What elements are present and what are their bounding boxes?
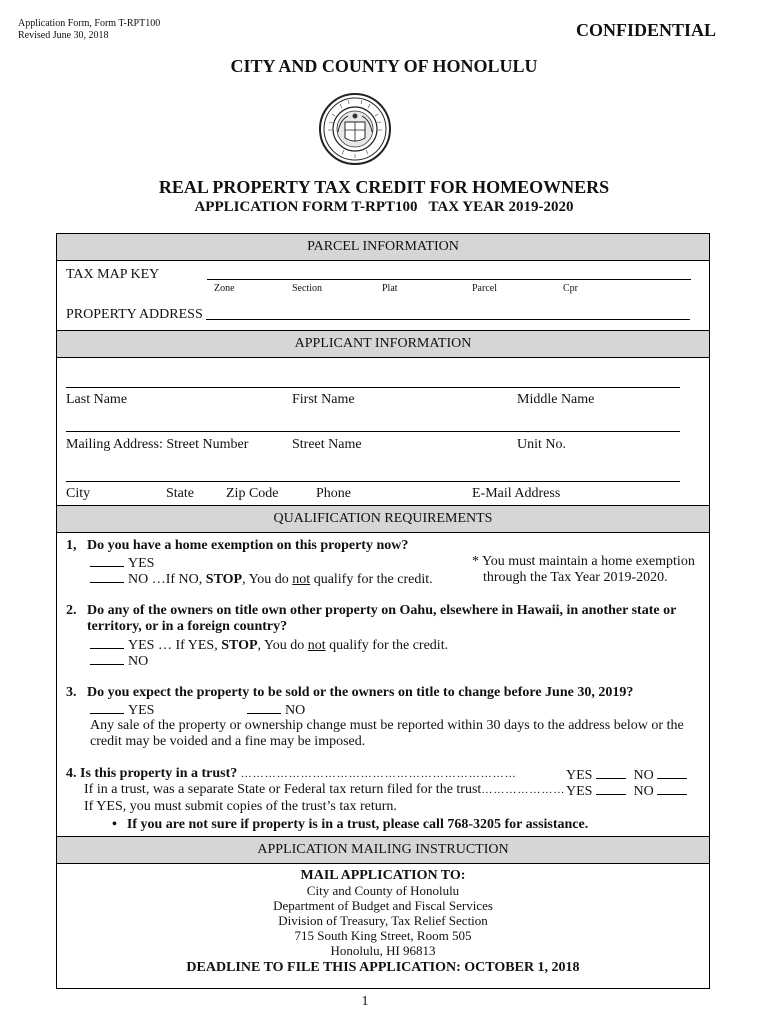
- mail-line-4: 715 South King Street, Room 505: [294, 928, 472, 943]
- q2-yes-note: … If YES,: [157, 638, 218, 653]
- q1-number: 1,: [66, 538, 77, 553]
- mailing-address-field[interactable]: [66, 431, 680, 432]
- q2-not: not: [307, 638, 326, 653]
- form-title: REAL PROPERTY TAX CREDIT FOR HOMEOWNERS: [158, 177, 610, 197]
- q3-note-line2: credit may be voided and a fine may be imposed.: [90, 734, 366, 749]
- q3-yes-blank[interactable]: [90, 701, 124, 714]
- q1-yes-blank[interactable]: [90, 554, 124, 567]
- form-subtitle: APPLICATION FORM T-RPT100 TAX YEAR 2019-2020: [194, 199, 574, 215]
- q3-no-option[interactable]: [247, 701, 305, 719]
- q4-submit-copies: If YES, you must submit copies of the trust’s tax return.: [84, 799, 397, 814]
- q1-not: not: [292, 572, 311, 587]
- property-address-label: PROPERTY ADDRESS: [66, 307, 203, 322]
- q2-question-line2: territory, or in a foreign country?: [87, 619, 288, 634]
- unit-no-label: Unit No.: [517, 437, 566, 452]
- mail-line-1: City and County of Honolulu: [306, 883, 460, 898]
- q4-no-blank[interactable]: [657, 766, 687, 779]
- q3-yes-label: YES: [128, 703, 155, 718]
- page-number: 1: [361, 994, 369, 1009]
- tmk-parcel-label: Parcel: [472, 283, 497, 294]
- q4-yes-label: YES: [566, 768, 593, 783]
- middle-name-label: Middle Name: [517, 392, 595, 407]
- q4-return-yes-label: YES: [566, 784, 593, 799]
- street-number-label: Mailing Address: Street Number: [66, 437, 249, 452]
- q2-yes-note-post: qualify for the credit.: [329, 638, 449, 653]
- mail-line-5: Honolulu, HI 96813: [330, 943, 436, 958]
- q4-bullet: [112, 817, 588, 833]
- city-seal-icon: [318, 92, 392, 166]
- q2-yes-label: YES: [128, 638, 155, 653]
- city-title: CITY AND COUNTY OF HONOLULU: [230, 56, 538, 76]
- q4-return-yes-blank[interactable]: [596, 782, 626, 795]
- q4-dots-1: ……………………………………………………………: [240, 768, 517, 780]
- tmk-section-label: Section: [292, 283, 322, 294]
- q1-yes-label: YES: [128, 556, 155, 571]
- last-name-label: Last Name: [66, 392, 128, 407]
- qualification-section-heading: QUALIFICATION REQUIREMENTS: [56, 505, 710, 533]
- parcel-section-heading: PARCEL INFORMATION: [56, 233, 710, 261]
- street-name-label: Street Name: [292, 437, 362, 452]
- revision-date: Revised June 30, 2018: [18, 30, 109, 41]
- mailing-section-heading: APPLICATION MAILING INSTRUCTION: [56, 836, 710, 864]
- q2-no-option[interactable]: [90, 652, 148, 670]
- form-number: Application Form, Form T-RPT100: [18, 18, 161, 29]
- q4-return-no-label: NO: [633, 784, 654, 799]
- q3-question: Do you expect the property to be sold or the owners on title to change before June 30, 2019?: [87, 685, 634, 700]
- q1-side-note-1: * You must maintain a home exemption: [472, 554, 695, 569]
- q4-line2: [84, 782, 565, 798]
- q4-yes-blank[interactable]: [596, 766, 626, 779]
- q3-no-label: NO: [285, 703, 306, 718]
- zip-code-label: Zip Code: [226, 486, 279, 501]
- q2-question-line1: Do any of the owners on title own other property on Oahu, elsewhere in Hawaii, in another state or: [87, 603, 677, 618]
- q4-number: 4.: [66, 766, 77, 781]
- q4-bullet-text: If you are not sure if property is in a trust, please call 768-3205 for assistance.: [126, 817, 589, 832]
- phone-label: Phone: [316, 486, 351, 501]
- bullet-icon: •: [112, 817, 117, 832]
- tmk-zone-label: Zone: [214, 283, 235, 294]
- q1-stop: STOP: [205, 572, 243, 587]
- q1-no-label: NO: [128, 572, 149, 587]
- q1-no-option[interactable]: [90, 570, 433, 588]
- q3-number: 3.: [66, 685, 77, 700]
- q1-no-note-mid: , You do: [242, 572, 289, 587]
- mail-line-3: Division of Treasury, Tax Relief Section: [278, 913, 488, 928]
- q3-note-line1: Any sale of the property or ownership change must be reported within 30 days to the address below or the: [90, 718, 684, 733]
- q2-yes-note-mid: , You do: [257, 638, 305, 653]
- q4-no-label: NO: [633, 768, 654, 783]
- q2-no-blank[interactable]: [90, 652, 124, 665]
- state-label: State: [166, 486, 194, 501]
- q3-no-blank[interactable]: [247, 701, 281, 714]
- tax-map-key-field[interactable]: [207, 279, 691, 280]
- tmk-plat-label: Plat: [382, 283, 398, 294]
- tax-map-key-label: TAX MAP KEY: [66, 267, 160, 282]
- q2-no-label: NO: [128, 654, 149, 669]
- q3-yes-option[interactable]: [90, 701, 154, 719]
- q4-return-answers[interactable]: [566, 782, 691, 800]
- confidential-label: CONFIDENTIAL: [575, 20, 716, 40]
- q2-yes-blank[interactable]: [90, 636, 124, 649]
- email-label: E-Mail Address: [472, 486, 561, 501]
- property-address-field[interactable]: [206, 319, 690, 320]
- q2-number: 2.: [66, 603, 77, 618]
- city-label: City: [66, 486, 91, 501]
- applicant-section-heading: APPLICANT INFORMATION: [56, 330, 710, 358]
- q4-line1: [66, 766, 517, 782]
- q1-side-note-2: through the Tax Year 2019-2020.: [483, 570, 668, 585]
- first-name-label: First Name: [292, 392, 355, 407]
- mail-line-2: Department of Budget and Fiscal Services: [273, 898, 493, 913]
- q4-return-no-blank[interactable]: [657, 782, 687, 795]
- city-state-zip-field[interactable]: [66, 481, 680, 482]
- form-id: [18, 18, 160, 42]
- tmk-cpr-label: Cpr: [563, 283, 578, 294]
- q2-stop: STOP: [221, 638, 258, 653]
- q1-no-note-post: qualify for the credit.: [313, 572, 433, 587]
- deadline: DEADLINE TO FILE THIS APPLICATION: OCTOBER 1, 2018: [186, 960, 580, 975]
- q4-question: Is this property in a trust?: [80, 766, 238, 781]
- q4-separate-return: If in a trust, was a separate State or Federal tax return filed for the trust: [84, 782, 482, 797]
- q1-no-blank[interactable]: [90, 570, 124, 583]
- name-field[interactable]: [66, 387, 680, 388]
- q1-question: Do you have a home exemption on this property now?: [87, 538, 409, 553]
- q4-dots-2: …………………: [481, 784, 566, 796]
- mail-to-label: MAIL APPLICATION TO:: [300, 868, 466, 883]
- q1-no-note: …If NO,: [151, 572, 203, 587]
